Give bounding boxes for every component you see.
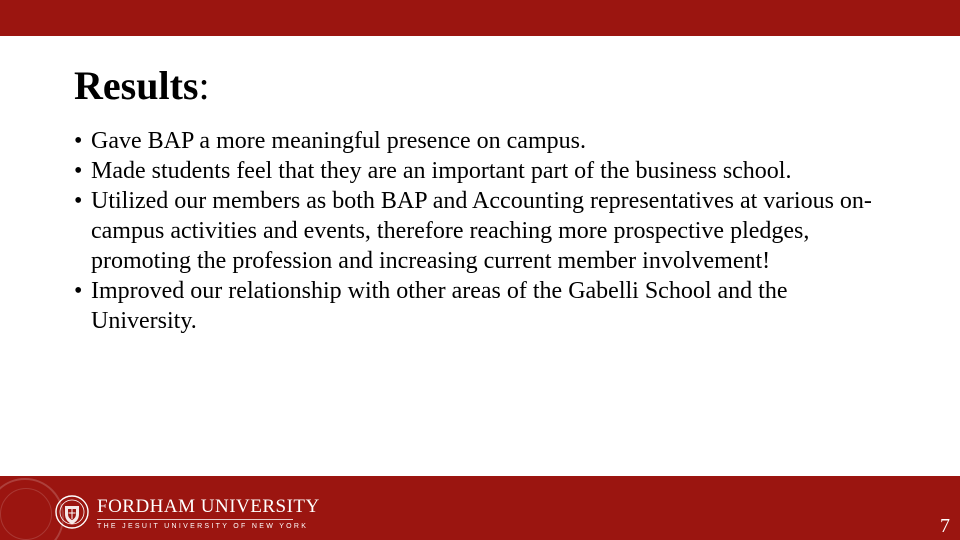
bullet-item (74, 186, 894, 276)
bullet-item (74, 126, 894, 156)
bullet-dot: • (74, 158, 83, 184)
page-number: 7 (940, 515, 950, 537)
bullet-item (74, 276, 894, 336)
bullet-list (74, 126, 894, 336)
bullet-text: Gave BAP a more meaningful presence on campus. (91, 128, 586, 154)
bullet-text: Utilized our members as both BAP and Accounting representatives at various on-campus activities and events, therefore reaching more prospective pledges, promoting the profession and increasing current member involvement! (91, 188, 872, 274)
slide-title-suffix: : (198, 63, 210, 108)
logo-wordmark: FORDHAM UNIVERSITY (97, 496, 320, 517)
bullet-dot: • (74, 188, 83, 214)
bullet-text: Made students feel that they are an important part of the business school. (91, 158, 792, 184)
watermark-seal-inner-icon (0, 488, 52, 540)
footer-bar (0, 476, 960, 540)
logo-tagline: THE JESUIT UNIVERSITY OF NEW YORK (97, 523, 309, 530)
bullet-dot: • (74, 128, 83, 154)
header-bar (0, 0, 960, 36)
bullet-text: Improved our relationship with other areas of the Gabelli School and the University. (91, 278, 788, 334)
slide-title-bold: Results (74, 63, 199, 108)
slide-title (74, 62, 210, 110)
bullet-dot: • (74, 278, 83, 304)
fordham-seal-icon (55, 494, 89, 530)
logo-divider (97, 519, 293, 520)
bullet-item (74, 156, 894, 186)
